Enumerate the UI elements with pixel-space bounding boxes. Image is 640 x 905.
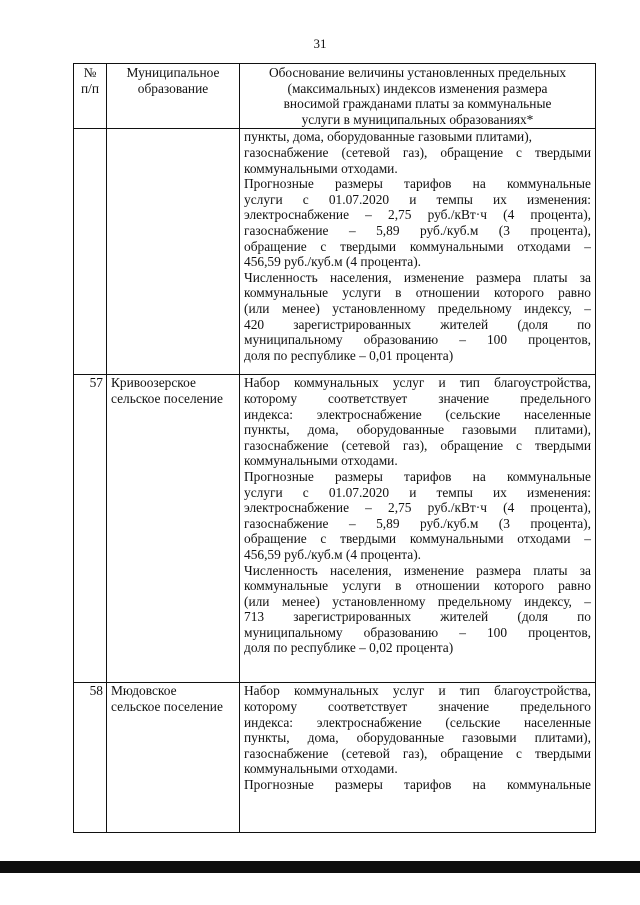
text-line: 456,59 руб./куб.м (4 процента). [244,254,422,270]
row-number: 57 [74,375,107,683]
row-justification [240,375,596,683]
text-line: индекса: электроснабжение (сельские населенные [244,406,591,422]
row-municipality [107,375,240,683]
text-line: услуги с 01.07.2020 и темпы их изменения: [244,191,591,207]
header-line: Обоснование величины установленных предельных [268,65,567,80]
header-number [74,64,107,129]
text-line: коммунальными отходами. [244,761,398,777]
text-line: Численность населения, изменение размера платы за [244,562,591,578]
text-line: коммунальные услуги в отношении которого равно [244,578,591,594]
scan-bottom-border [0,861,640,873]
text-line: муниципальному образованию – 100 процентов, [244,332,591,348]
municipality-line: Мюдовское [111,683,177,699]
text-line: доля по республике – 0,02 процента) [244,640,454,656]
row-number [74,129,107,375]
text-line: коммунальными отходами. [244,160,398,176]
text-line: муниципальному образованию – 100 процентов, [244,624,591,640]
text-line: газоснабжение – 5,89 руб./куб.м (3 процента), [244,222,591,238]
text-line: (или менее) установленному предельному индексу, – [244,300,591,316]
text-line: коммунальными отходами. [244,453,398,469]
text-line: пункты, дома, оборудованные газовыми плитами), [244,422,591,438]
text-line: доля по республике – 0,01 процента) [244,347,454,363]
row-municipality [107,129,240,375]
page-number: 31 [313,36,327,51]
text-line: газоснабжение – 5,89 руб./куб.м (3 процента), [244,515,591,531]
text-line: услуги с 01.07.2020 и темпы их изменения: [244,484,591,500]
text-line: 713 зарегистрированных жителей (доля по [244,609,591,625]
row-justification [240,129,596,375]
header-line: вносимой гражданами платы за коммунальные [283,96,552,112]
table-header-row [74,64,596,129]
table-row [74,375,596,683]
row-number: 58 [74,683,107,833]
text-line: пункты, дома, оборудованные газовыми плитами), [244,129,533,145]
text-line: обращение с твердыми коммунальными отходами – [244,531,591,547]
text-line: 420 зарегистрированных жителей (доля по [244,316,591,332]
text-line: газоснабжение (сетевой газ), обращение с твердыми [244,745,591,761]
text-line: электроснабжение – 2,75 руб./кВт·ч (4 процента), [244,500,591,516]
text-line: пункты, дома, оборудованные газовыми плитами), [244,730,591,746]
municipality-line: сельское поселение [111,698,223,714]
text-line: (или менее) установленному предельному индексу, – [244,593,591,609]
row-municipality [107,683,240,833]
text-line: которому соответствует значение предельного [244,698,591,714]
text-line: которому соответствует значение предельного [244,390,591,406]
text-line: Прогнозные размеры тарифов на коммунальные [244,776,591,792]
text-line: 456,59 руб./куб.м (4 процента). [244,546,422,562]
text-line: Набор коммунальных услуг и тип благоустройства, [244,683,591,699]
text-line: коммунальные услуги в отношении которого равно [244,285,591,301]
row-justification [240,683,596,833]
municipality-line: сельское поселение [111,390,223,406]
header-municipality [107,64,240,129]
municipality-line: Кривоозерское [111,375,196,391]
table-row [74,129,596,375]
header-line: услуги в муниципальных образованиях* [301,111,534,127]
header-line: Муниципальное [126,65,220,80]
text-line: индекса: электроснабжение (сельские населенные [244,714,591,730]
header-line: п/п [80,80,100,96]
text-line: Прогнозные размеры тарифов на коммунальные [244,176,591,192]
header-line: № [83,65,97,80]
header-line: (максимальных) индексов изменения размера [287,80,548,96]
header-justification [240,64,596,129]
table-row [74,683,596,833]
text-line: газоснабжение (сетевой газ), обращение с твердыми [244,437,591,453]
text-line: электроснабжение – 2,75 руб./кВт·ч (4 процента), [244,207,591,223]
text-line: Набор коммунальных услуг и тип благоустройства, [244,375,591,391]
text-line: Прогнозные размеры тарифов на коммунальные [244,468,591,484]
tariff-justification-table [73,63,596,833]
header-line: образование [137,80,209,96]
text-line: Численность населения, изменение размера платы за [244,269,591,285]
text-line: обращение с твердыми коммунальными отходами – [244,238,591,254]
text-line: газоснабжение (сетевой газ), обращение с твердыми [244,144,591,160]
